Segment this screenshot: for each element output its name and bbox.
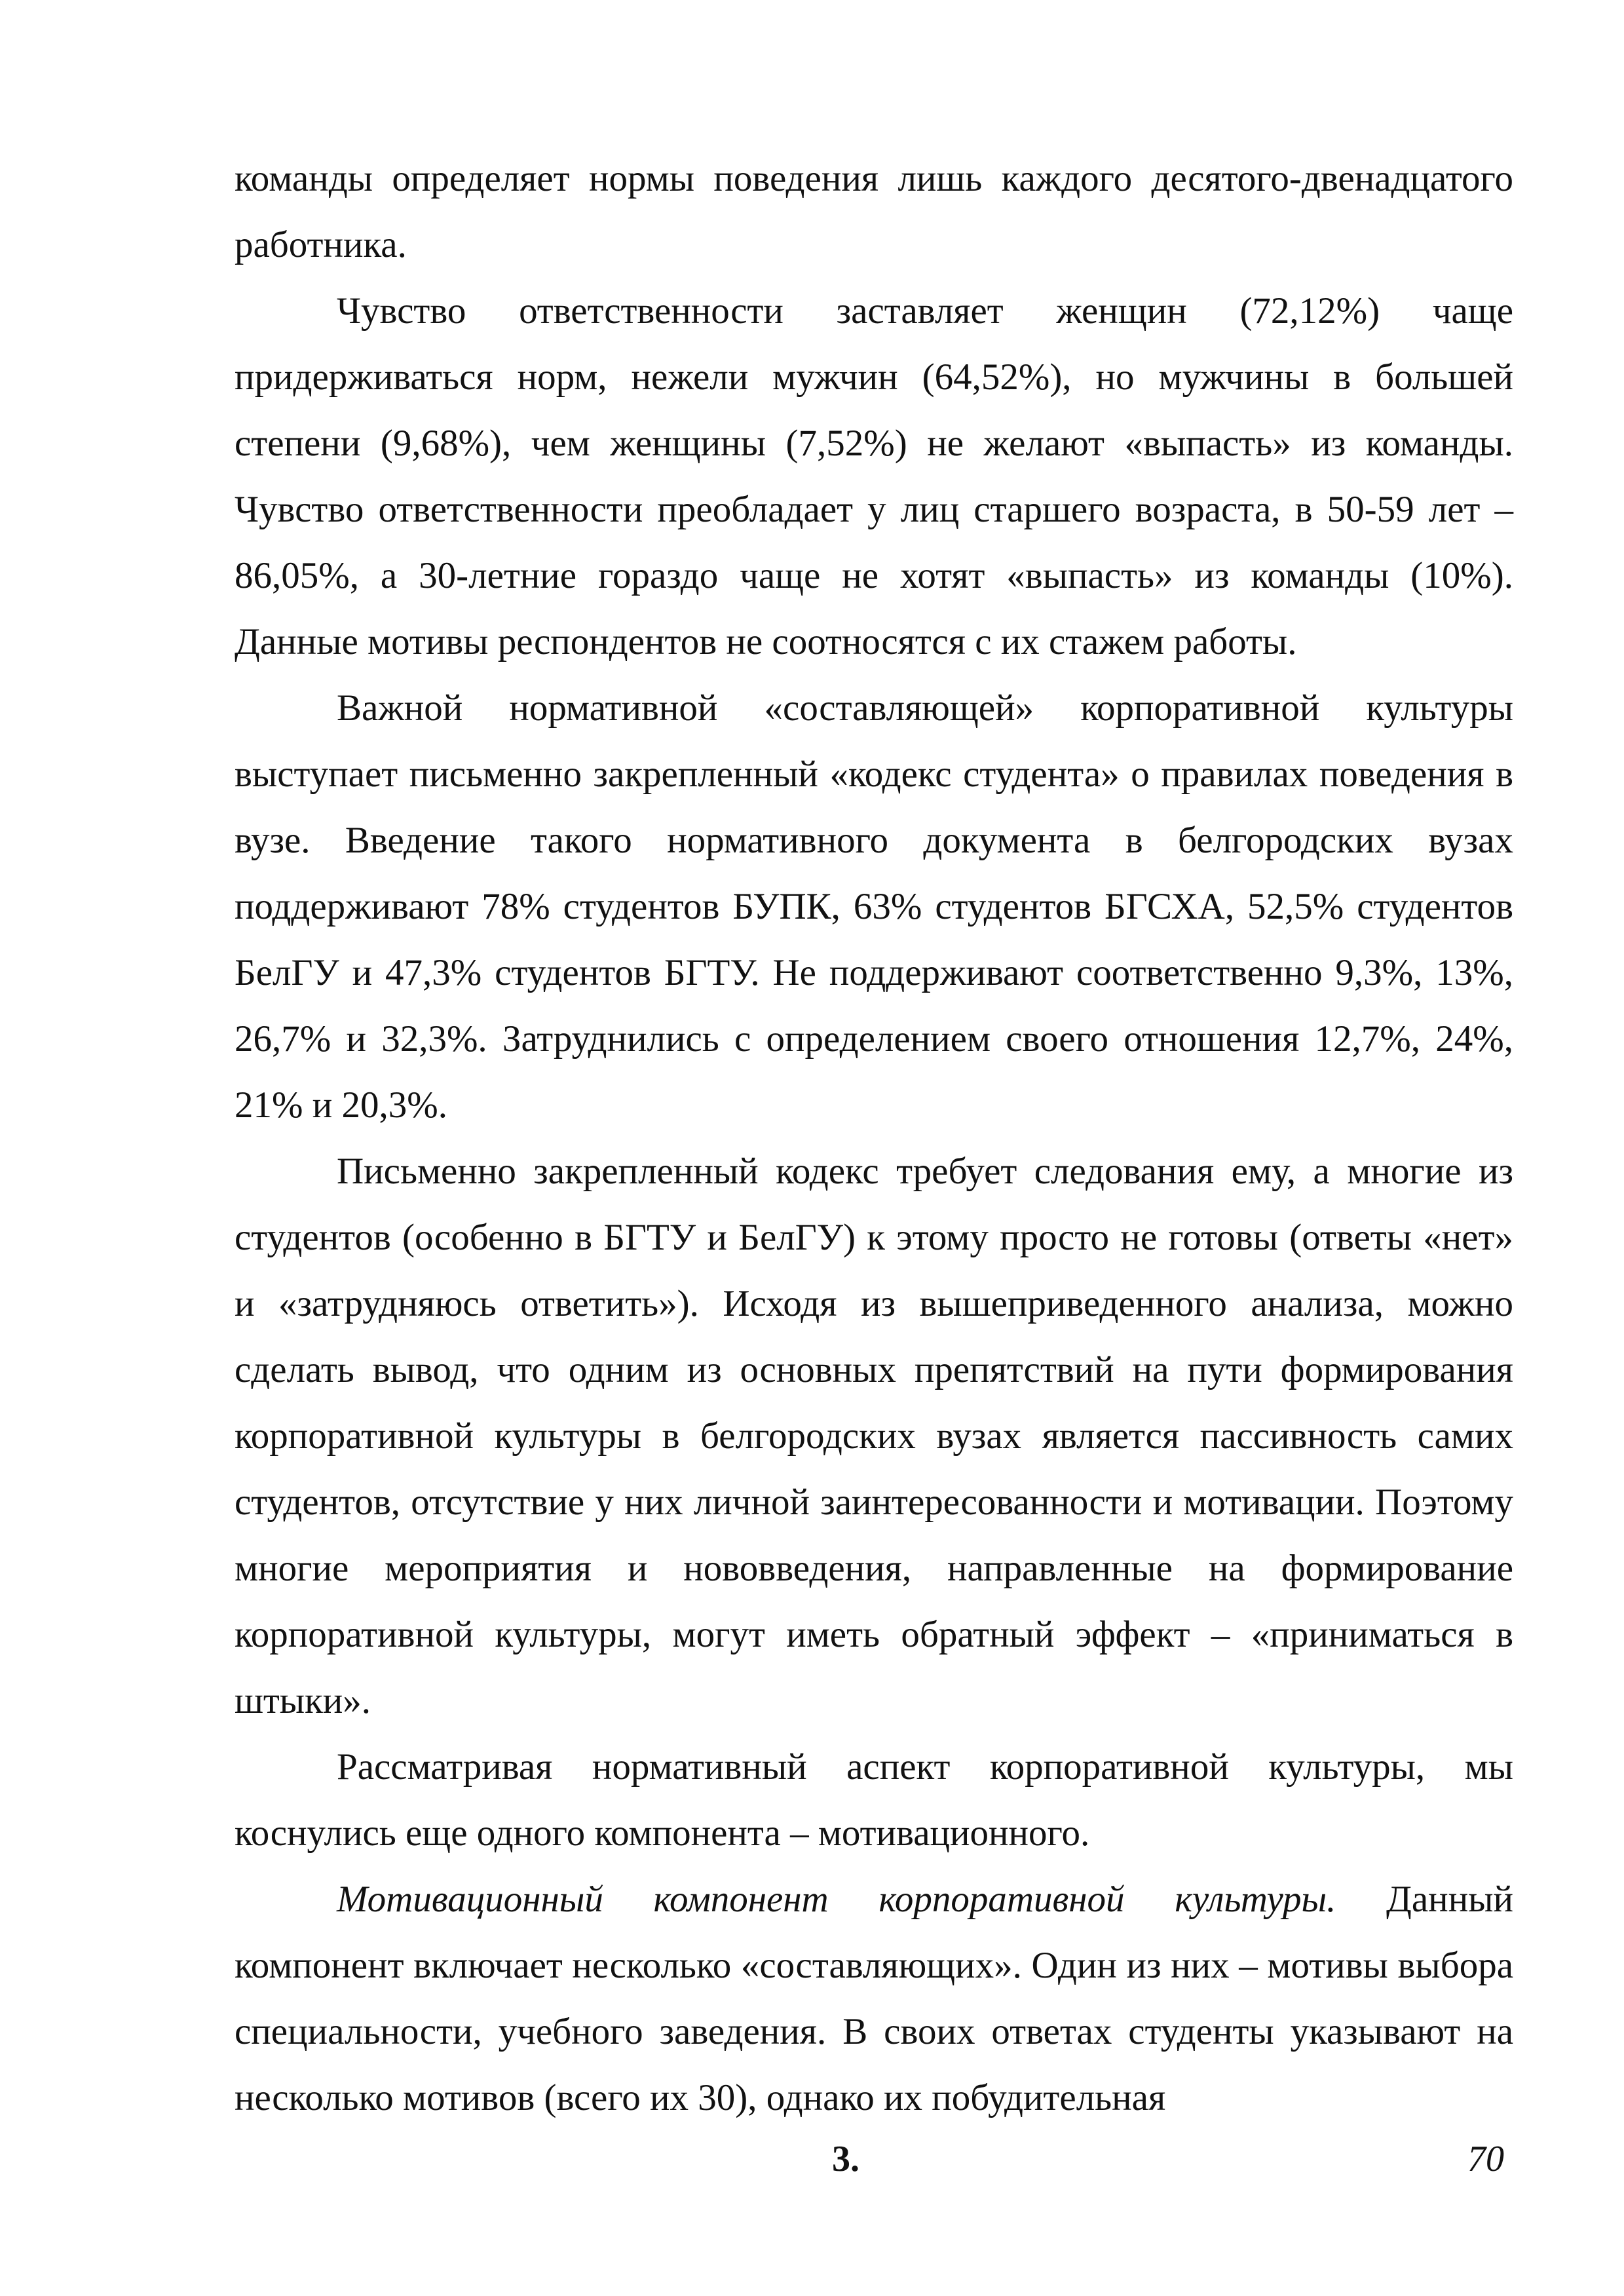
footer-mark: 3. — [832, 2139, 859, 2179]
page-number: 70 — [1467, 2139, 1504, 2179]
paragraph-code-analysis: Письменно закрепленный кодекс требует следования ему, а многие из студентов (особенно в БГТУ и БелГУ) к этому просто не готовы (ответы «нет» и «затрудняюсь ответить»). Исходя из вышеприведенного анализа, можно сделать вывод, что одним из основных препятствий на пути формирования корпоративной культуры в белгородских вузах является пассивность самих студентов, отсутствие у них личной заинтересованности и мотивации. Поэтому многие мероприятия и нововведения, направленные на формирование корпоративной культуры, могут иметь обратный эффект – «приниматься в штыки». — [235, 1151, 1513, 1721]
paragraph-continuation: команды определяет нормы поведения лишь каждого десятого-двенадцатого работника. — [235, 158, 1513, 265]
paragraph-motivational-component — [235, 1866, 1513, 2131]
italic-heading: Мотивационный компонент корпоративной культуры. — [337, 1879, 1336, 1920]
paragraph-text: Данный компонент включает несколько «составляющих». Один из них – мотивы выбора специальности, учебного заведения. В своих ответах студенты указывают на несколько мотивов (всего их 30), однако их побудительная — [235, 1879, 1513, 2118]
document-body — [235, 145, 1513, 2131]
paragraph-responsibility: Чувство ответственности заставляет женщин (72,12%) чаще придерживаться норм, нежели мужчин (64,52%), но мужчины в большей степени (9,68%), чем женщины (7,52%) не желают «выпасть» из команды. Чувство ответственности преобладает у лиц старшего возраста, в 50-59 лет – 86,05%, а 30-летние гораздо чаще не хотят «выпасть» из команды (10%). Данные мотивы респондентов не соотносятся с их стажем работы. — [235, 290, 1513, 662]
paragraph-normative-aspect: Рассматривая нормативный аспект корпоративной культуры, мы коснулись еще одного компонента – мотивационного. — [235, 1746, 1513, 1854]
paragraph-student-code: Важной нормативной «составляющей» корпоративной культуры выступает письменно закрепленный «кодекс студента» о правилах поведения в вузе. Введение такого нормативного документа в белгородских вузах поддерживают 78% студентов БУПК, 63% студентов БГСХА, 52,5% студентов БелГУ и 47,3% студентов БГТУ. Не поддерживают соответственно 9,3%, 13%, 26,7% и 32,3%. Затруднились с определением своего отношения 12,7%, 24%, 21% и 20,3%. — [235, 687, 1513, 1126]
